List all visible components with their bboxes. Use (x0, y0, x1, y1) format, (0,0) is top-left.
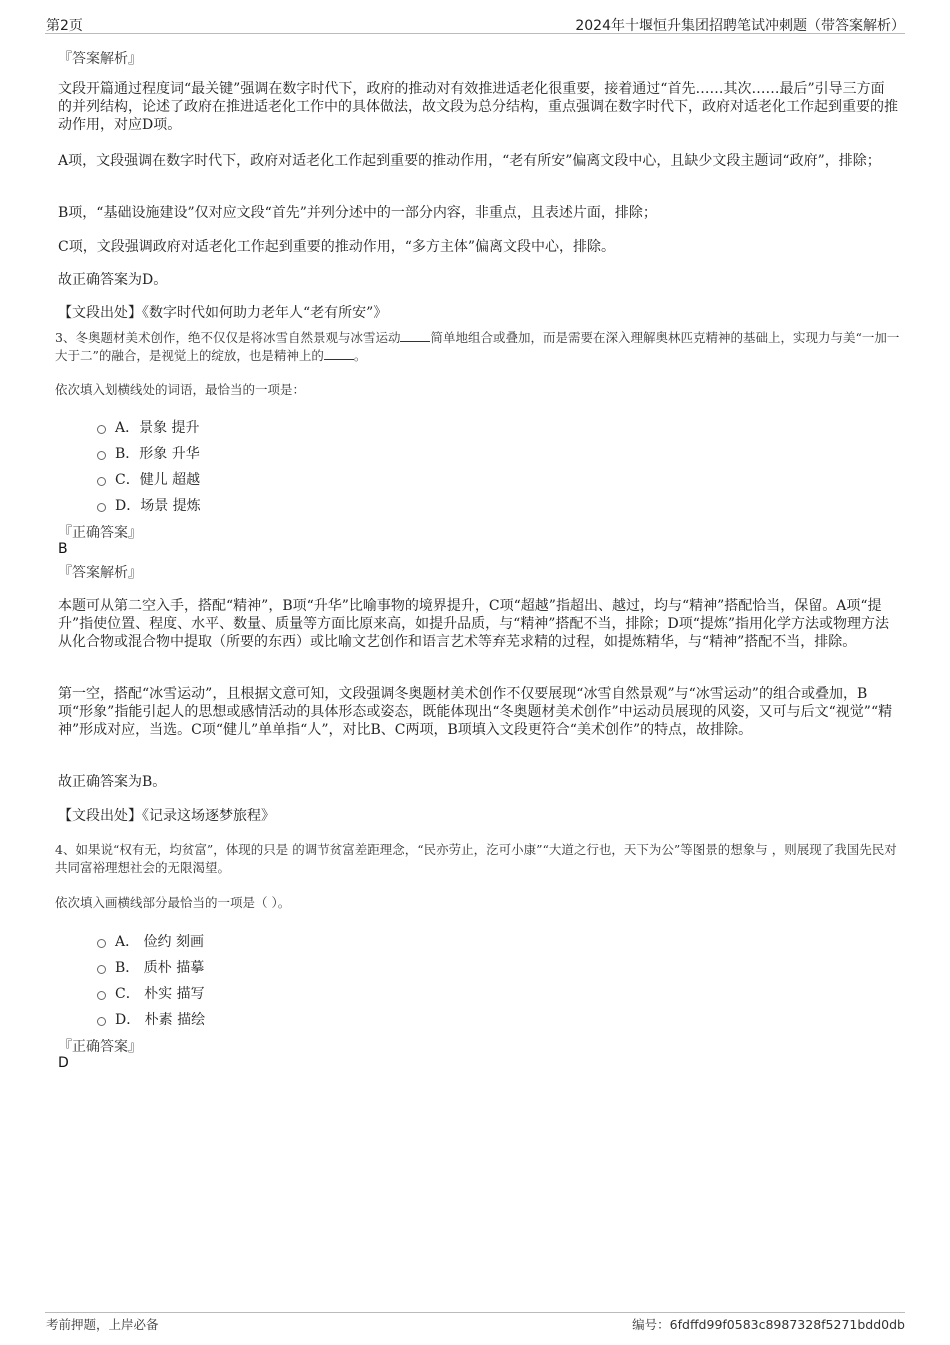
q4-option-a-label: A． 俭约 刻画 (115, 934, 205, 950)
q4-answer: D (58, 1055, 69, 1071)
document-title: 2024年十堰恒升集团招聘笔试冲刺题（带答案解析） (575, 18, 905, 34)
q3-option-d-label: D．场景 提炼 (115, 498, 201, 514)
q3-analysis-conclusion: 故正确答案为B。 (58, 774, 167, 790)
q3-option-b[interactable] (97, 443, 200, 463)
q3-correct-label: 『正确答案』 (58, 525, 142, 541)
q3-option-a[interactable] (97, 417, 200, 437)
q3-answer: B (58, 541, 68, 557)
q4-prompt: 依次填入画横线部分最恰当的一项是（ ）。 (55, 895, 291, 910)
radio-icon[interactable] (97, 965, 106, 974)
q3-stem-part2: 简单地组合或叠加，而是需要在深入理解奥林匹克精神的基础上，实现力与美“一加一大于二”的融合，是视觉上的绽放，也是精神上的 (55, 330, 900, 363)
q4-option-b-label: B． 质朴 描摹 (115, 960, 205, 976)
q2-analysis-p2: A项，文段强调在数字时代下，政府对适老化工作起到重要的推动作用，“老有所安”偏离文段中心，且缺少文段主题词“政府”，排除； (58, 153, 881, 169)
q4-option-c[interactable] (97, 983, 205, 1003)
q3-option-c[interactable] (97, 469, 200, 489)
q3-source: 【文段出处】《记录这场逐梦旅程》 (58, 808, 275, 824)
q3-analysis-label: 『答案解析』 (58, 565, 142, 581)
q4-stem: 4、如果说“权有无，均贫富”，体现的只是 的调节贫富差距理念，“民亦劳止，汔可小康”“大道之行也，天下为公”等图景的想象与 ，则展现了我国先民对共同富裕理想社会的无限渴望。 (55, 842, 897, 875)
q3-option-b-label: B．形象 升华 (115, 446, 200, 462)
q3-option-d[interactable] (97, 495, 201, 515)
q2-analysis-conclusion: 故正确答案为D。 (58, 272, 168, 288)
radio-icon[interactable] (97, 503, 106, 512)
radio-icon[interactable] (97, 939, 106, 948)
q2-analysis-p1: 文段开篇通过程度词“最关键”强调在数字时代下，政府的推动对有效推进适老化很重要，接着通过“首先……其次……最后”引导三方面的并列结构，论述了政府在推进适老化工作中的具体做法，故文段为总分结构，重点强调在数字时代下，政府对适老化工作起到重要的推动作用，对应D项。 (58, 81, 898, 133)
q3-analysis-p1: 本题可从第二空入手，搭配“精神”，B项“升华”比喻事物的境界提升，C项“超越”指超出、越过，均与“精神”搭配恰当，保留。A项“提升”指使位置、程度、水平、数量、质量等方面比原来高，如提升品质，与“精神”搭配不当，排除；D项“提炼”指用化学方法或物理方法从化合物或混合物中提取（所要的东西）或比喻文艺创作和语言艺术等弃芜求精的过程，如提炼精华，与“精神”搭配不当，排除。 (58, 598, 890, 650)
q4-option-b[interactable] (97, 957, 204, 977)
footer-slogan: 考前押题，上岸必备 (46, 1317, 159, 1332)
q4-option-d[interactable] (97, 1009, 205, 1029)
q3-stem-part3: 。 (353, 348, 367, 363)
q2-analysis-p4: C项，文段强调政府对适老化工作起到重要的推动作用，“多方主体”偏离文段中心，排除。 (58, 239, 616, 255)
radio-icon[interactable] (97, 477, 106, 486)
q2-source: 【文段出处】《数字时代如何助力老年人“老有所安”》 (58, 305, 388, 321)
q4-option-c-label: C． 朴实 描写 (115, 986, 205, 1002)
q2-analysis-label: 『答案解析』 (58, 51, 142, 67)
q3-blank-1 (400, 329, 430, 342)
q3-analysis-p2: 第一空，搭配“冰雪运动”，且根据文意可知，文段强调冬奥题材美术创作不仅要展现“冰雪自然景观”与“冰雪运动”的组合或叠加，B项“形象”指能引起人的思想或感情活动的具体形态或姿态，既能体现出“冬奥题材美术创作”中运动员展现的风姿，又可与后文“视觉”“精神”形成对应，当选。C项“健儿”单单指“人”，对比B、C两项，B项填入文段更符合“美术创作”的特点，故排除。 (58, 686, 893, 738)
header-divider (45, 33, 905, 34)
q3-prompt: 依次填入划横线处的词语，最恰当的一项是： (55, 382, 306, 397)
q3-blank-2 (324, 347, 354, 360)
q4-option-a[interactable] (97, 931, 204, 951)
q4-correct-label: 『正确答案』 (58, 1039, 142, 1055)
document-id: 编号：6fdffd99f0583c8987328f5271bdd0db (632, 1317, 905, 1332)
q2-analysis-p3: B项，“基础设施建设”仅对应文段“首先”并列分述中的一部分内容，非重点，且表述片面，排除； (58, 205, 657, 221)
q4-option-d-label: D． 朴素 描绘 (115, 1012, 206, 1028)
radio-icon[interactable] (97, 425, 106, 434)
footer-divider (45, 1312, 905, 1313)
radio-icon[interactable] (97, 451, 106, 460)
page-number: 第2页 (46, 18, 83, 34)
q3-option-c-label: C．健儿 超越 (115, 472, 201, 488)
q3-option-a-label: A．景象 提升 (115, 420, 200, 436)
q3-stem (55, 329, 900, 365)
radio-icon[interactable] (97, 991, 106, 1000)
radio-icon[interactable] (97, 1017, 106, 1026)
q3-stem-part1: 3、冬奥题材美术创作，绝不仅仅是将冰雪自然景观与冰雪运动 (55, 330, 401, 345)
